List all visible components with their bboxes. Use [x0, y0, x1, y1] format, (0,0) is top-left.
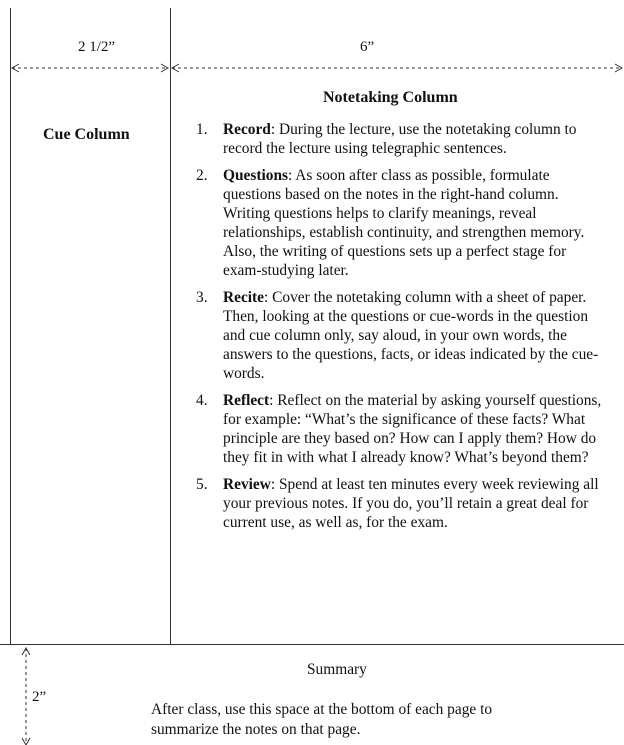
step-term: Review: [223, 476, 271, 493]
summary-height-label: 2”: [32, 689, 47, 705]
notes-step-review: [196, 475, 606, 532]
step-body: [223, 166, 606, 280]
column-divider-line: [170, 8, 171, 644]
notes-width-arrow: [172, 64, 622, 72]
step-body: [223, 288, 606, 383]
step-text: : Spend at least ten minutes every week reviewing all your previous notes. If you do, you’ll retain a great deal for current use, as well as, for the exam.: [223, 476, 599, 531]
notes-step-record: [196, 120, 606, 158]
step-term: Recite: [223, 289, 265, 306]
step-term: Reflect: [223, 392, 270, 409]
summary-divider-line: [0, 644, 624, 645]
step-text: : Cover the notetaking column with a sheet of paper. Then, looking at the questions or cue-words in the question and cue column only, say aloud, in your own words, the answers to the questions, facts, or ideas indicated by the cue-words.: [223, 289, 599, 382]
step-body: [223, 391, 606, 467]
summary-heading: Summary: [307, 661, 367, 678]
step-term: Questions: [223, 167, 288, 184]
step-text: : As soon after class as possible, formulate questions based on the notes in the right-hand column. Writing questions helps to clarify meanings, reveal relationships, establish continuity, and strengthen memory. Also, the writing of questions sets up a perfect stage for exam-studying later.: [223, 167, 585, 279]
left-border-line: [10, 8, 11, 644]
cue-width-label: 2 1/2”: [78, 39, 116, 55]
notes-steps-list: [196, 120, 606, 540]
step-text: : Reflect on the material by asking yourself questions, for example: “What’s the significance of these facts? What principle are they based on? How can I apply them? How do they fit in with what I already know? What’s beyond them?: [223, 392, 602, 466]
notes-step-reflect: [196, 391, 606, 467]
step-text: : During the lecture, use the notetaking column to record the lecture using telegraphic sentences.: [223, 121, 577, 157]
step-number: 1.: [196, 121, 208, 138]
step-body: [223, 475, 606, 532]
step-number: 5.: [196, 476, 208, 493]
step-body: [223, 120, 606, 158]
cue-column-heading: Cue Column: [43, 126, 130, 143]
notetaking-column-heading: Notetaking Column: [323, 89, 458, 106]
notes-step-questions: [196, 166, 606, 280]
step-number: 3.: [196, 289, 208, 306]
cue-width-arrow: [12, 64, 168, 72]
step-number: 2.: [196, 167, 208, 184]
step-term: Record: [223, 121, 271, 138]
step-number: 4.: [196, 392, 208, 409]
summary-text: After class, use this space at the bottom of each page to summarize the notes on that page.: [151, 701, 493, 738]
notes-width-label: 6”: [360, 39, 375, 55]
summary-height-arrow: [22, 648, 30, 745]
notes-step-recite: [196, 288, 606, 383]
